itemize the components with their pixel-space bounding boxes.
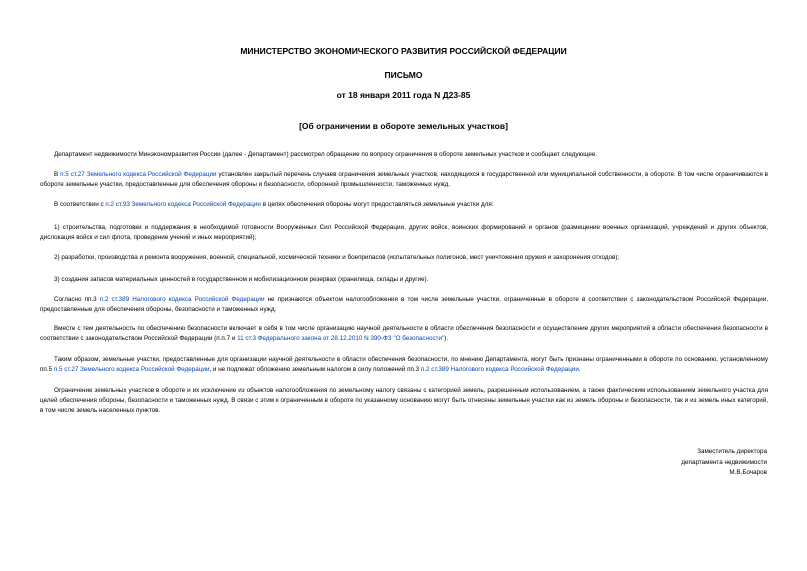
legal-reference-link[interactable]: п.2 ст.389 Налогового кодекса Российской Федерации (420, 366, 579, 373)
paragraph (40, 324, 768, 344)
legal-reference-link[interactable]: п.5 ст.27 Земельного кодекса Российской Федерации (60, 171, 217, 178)
paragraph-text: Согласно пп.3 (54, 296, 100, 303)
legal-reference-link[interactable]: п.2 ст.389 Налогового кодекса Российской Федерации (99, 296, 265, 303)
paragraph (40, 200, 768, 210)
legal-reference-link[interactable]: 11 ст.3 Федерального закона от 28.12.2010 N 390-ФЗ "О безопасности" (237, 335, 445, 342)
paragraph-text: В соответствии с (54, 201, 106, 208)
paragraph-text: , и не подлежат обложению земельным налогом в силу положений пп.3 (209, 366, 421, 373)
document-date-number: от 18 января 2011 года N Д23-85 (336, 90, 471, 100)
paragraph-text: Таким образом, земельные участки, предоставленные для организации научной деятельности в области обеспечения безопасности, по мнению Департамента, могут быть признаны ограниченными в обороте по основанию, установленному пп.5 (40, 356, 768, 373)
signature-position: Заместитель директора (697, 448, 767, 455)
paragraph-text: ). (444, 335, 449, 342)
paragraph-text: в целях обеспечения обороны могут предоставляться земельные участки для: (260, 201, 494, 208)
paragraph-text: не признаются объектом налогообложения в том числе земельные участки, ограниченные в обороте в соответствии с законодательством Российской Федерации, предоставленные для обеспечения обороны, безопасности и таможенных нужд. (40, 296, 768, 313)
paragraph-text: установлен закрытый перечень случаев ограничения земельных участков, находящихся в государственной или муниципальной собственности, в обороте. В том числе ограничиваются в обороте земельные участки, предоставленные для обеспечения обороны и безопасности, оборонной промышленности, таможенных нужд. (40, 171, 769, 188)
paragraph (40, 223, 768, 243)
paragraph (40, 355, 768, 375)
signature-department: департамента недвижимости (681, 458, 767, 466)
paragraph-text: 1) строительства, подготовки и поддержания в необходимой готовности Вооруженных Сил Российской Федерации, других войск, воинских формирований и органов (размещение военных организаций, учреждений и других объектов, дислокация войск и сил флота, проведение учений и иных мероприятий); (40, 224, 768, 241)
paragraph-text: Вместе с тем деятельность по обеспечению безопасности включает в себя в том числе организацию научной деятельности в области обеспечения безопасности и осуществление других мероприятий в области обеспечения безопасности в соответствии с законодательством Российской Федерации (п.п.7 и (40, 325, 768, 342)
document-subject: [Об ограничении в обороте земельных участков] (299, 121, 508, 131)
paragraph (40, 253, 768, 263)
paragraph (40, 295, 768, 315)
paragraph-text: Департамент недвижимости Минэкономразвития России (далее - Департамент) рассмотрел обращение по вопросу ограничения в обороте земельных участков и сообщает следующее. (54, 151, 598, 158)
legal-reference-link[interactable]: п.5 ст.27 Земельного кодекса Российской Федерации (53, 366, 210, 373)
paragraph-text: Ограничение земельных участков в обороте и их исключение из объектов налогообложения по земельному налогу связаны с категорией земель, разрешенным использованием, а также фактическим использованием земельного участка для целей обеспечения обороны, безопасности и таможенных нужд. В связи с этим к ограниченным в обороте по указанному основанию могут быть отнесены земельные участки как из земель обороны и безопасности, так и из земель иных категорий, в том числе земель населенных пунктов. (40, 387, 768, 414)
paragraph (40, 386, 768, 416)
paragraph-text: 3) создания запасов материальных ценностей в государственном и мобилизационном резервах (хранилища, склады и другие). (54, 276, 429, 283)
paragraph (40, 150, 768, 160)
paragraph-text: . (578, 366, 581, 373)
paragraph-text: 2) разработки, производства и ремонта вооружения, военной, специальной, космической техники и боеприпасов (испытательных полигонов, мест уничтожения оружия и захоронения отходов); (54, 254, 620, 261)
paragraph (40, 275, 768, 285)
signature-block (681, 447, 767, 479)
signature-name: М.В.Бочаров (729, 469, 767, 476)
legal-reference-link[interactable]: п.2 ст.93 Земельного кодекса Российской Федерации (105, 201, 261, 208)
paragraph-text: В (54, 171, 61, 178)
ministry-heading: МИНИСТЕРСТВО ЭКОНОМИЧЕСКОГО РАЗВИТИЯ РОССИЙСКОЙ ФЕДЕРАЦИИ (240, 46, 567, 56)
paragraph (40, 170, 768, 190)
document-type: ПИСЬМО (384, 70, 423, 80)
